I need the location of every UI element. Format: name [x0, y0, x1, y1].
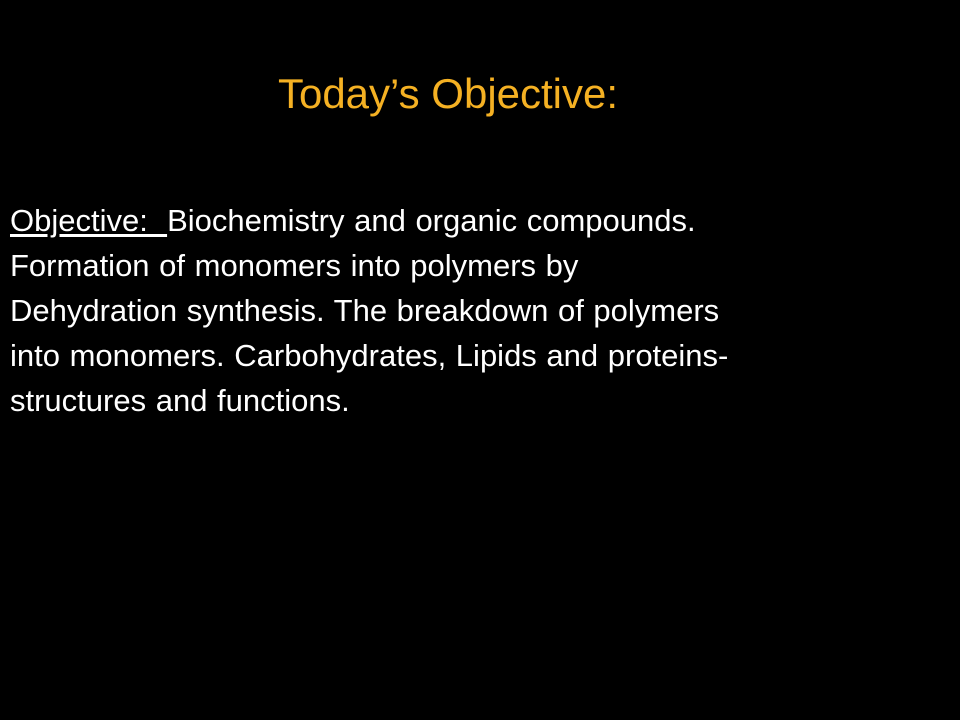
body-line-5: structures and functions.: [10, 383, 350, 418]
slide-title: Today’s Objective:: [277, 70, 619, 117]
body-line-1: [10, 198, 940, 243]
objective-label: Objective:: [10, 203, 168, 238]
body-line-3: Dehydration synthesis. The breakdown of polymers: [10, 293, 720, 328]
body-line-4: into monomers. Carbohydrates, Lipids and proteins-: [10, 338, 729, 373]
objective-text: [10, 198, 940, 423]
body-line-2: Formation of monomers into polymers by: [10, 248, 579, 283]
body-line-1-text: Biochemistry and organic compounds.: [167, 203, 696, 238]
